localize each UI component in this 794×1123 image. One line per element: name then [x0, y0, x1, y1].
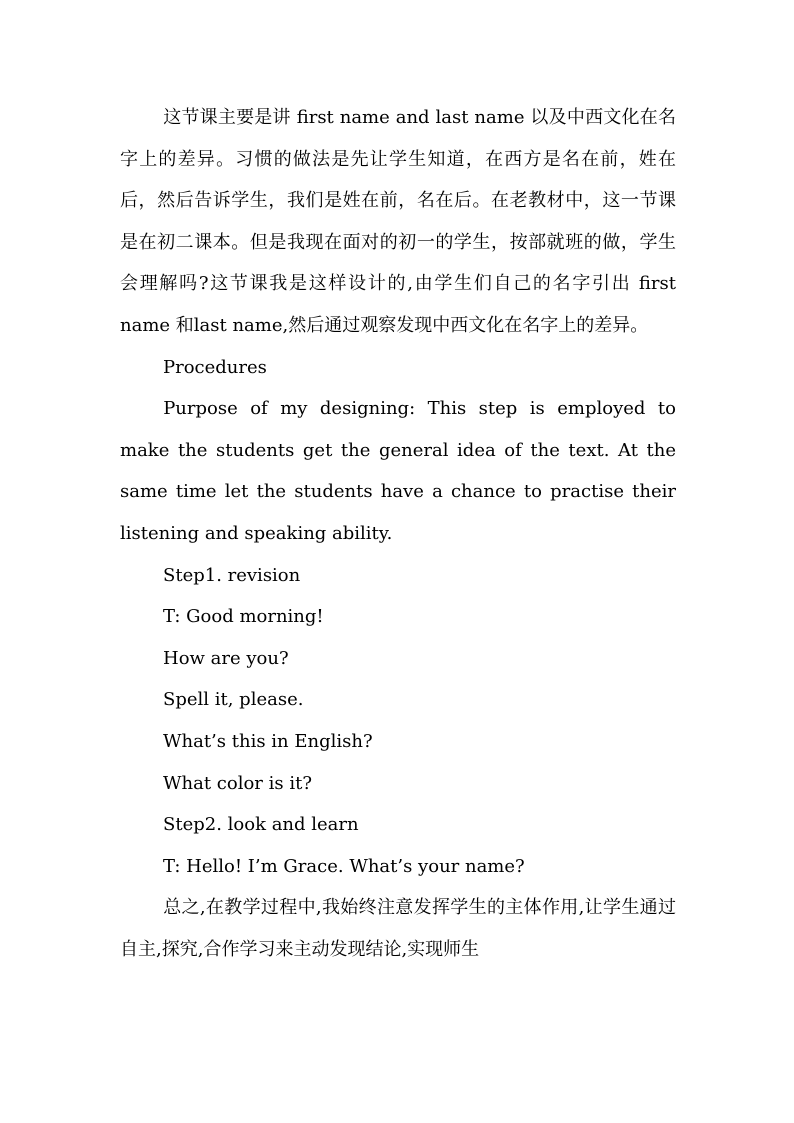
document-body	[120, 97, 676, 970]
procedures-heading: Procedures	[163, 356, 267, 378]
intro-paragraph: 这节课主要是讲 first name and last name 以及中西文化在名字上的差异。习惯的做法是先让学生知道，在西方是名在前，姓在后，然后告诉学生，我们是姓在前，名在后。在老教材中，这一节课是在初二课本。但是我现在面对的初一的学生，按部就班的做，学生会理解吗?这节课我是这样设计的,由学生们自己的名字引出 first name 和last name,然后通过观察发现中西文化在名字上的差异。	[120, 107, 676, 336]
step2-heading: Step2. look and learn	[163, 814, 359, 836]
dialogue-line: What’s this in English?	[163, 730, 373, 752]
dialogue-line: T: Good morning!	[163, 606, 324, 628]
dialogue-line: How are you?	[163, 647, 289, 669]
step1-heading: Step1. revision	[163, 564, 301, 586]
dialogue-line: Spell it, please.	[163, 689, 304, 711]
dialogue-line: What color is it?	[163, 772, 312, 794]
purpose-paragraph: Purpose of my designing: This step is employed to make the students get the general idea of the text. At the same time let the students have a chance to practise their listening and speaking ability.	[120, 398, 676, 544]
summary-paragraph: 总之,在教学过程中,我始终注意发挥学生的主体作用,让学生通过自主,探究,合作学习来主动发现结论,实现师生	[120, 897, 676, 960]
dialogue-line: T: Hello! I’m Grace. What’s your name?	[163, 855, 525, 877]
